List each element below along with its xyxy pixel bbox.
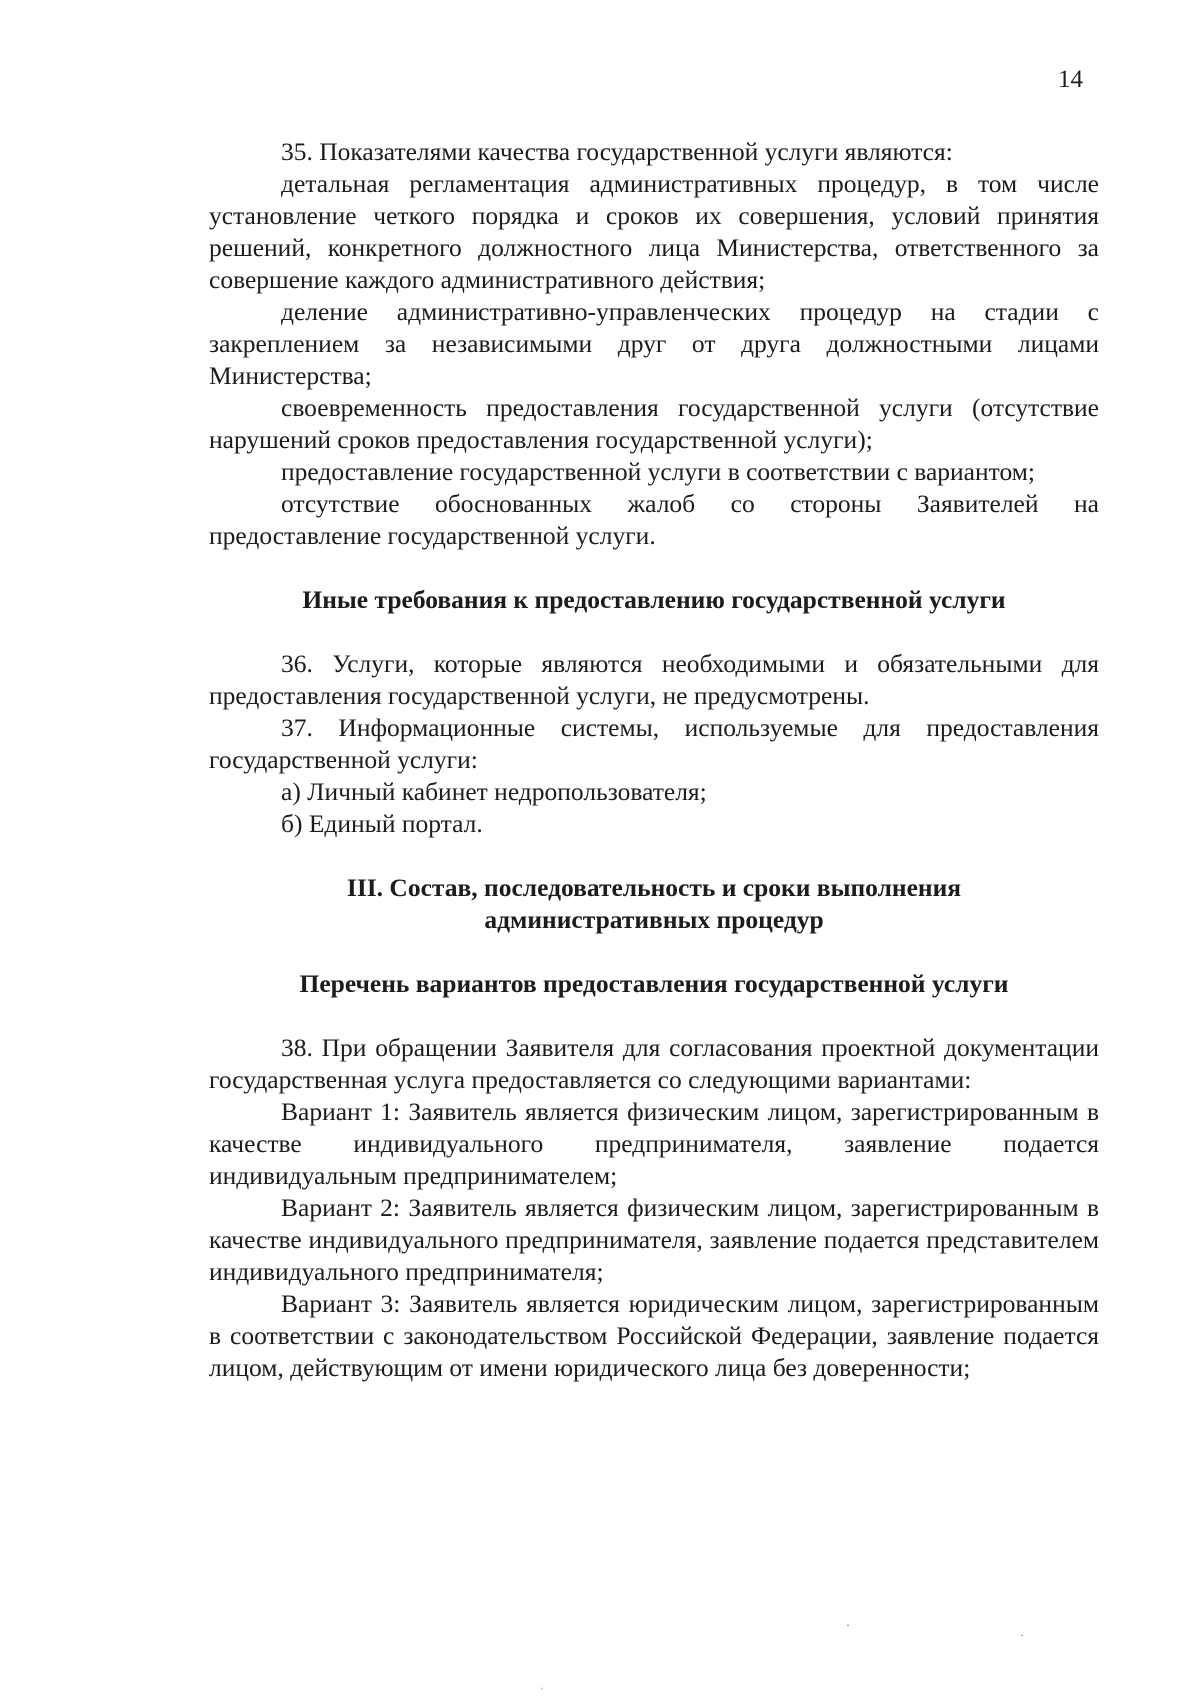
paragraph-35-division: деление административно-управленческих процедур на стадии с закреплением за независимыми друг от друга должностными лицами Министерства; <box>209 297 1099 390</box>
paragraph-35-complaints: отсутствие обоснованных жалоб со стороны Заявителей на предоставление государственной услуги. <box>209 489 1099 550</box>
scan-speck: ˌ <box>540 1676 544 1690</box>
heading-part-3-line-1: III. Состав, последовательность и сроки выполнения <box>346 873 962 902</box>
paragraph-37-intro: 37. Информационные системы, используемые для предоставления государственной услуги: <box>209 713 1099 774</box>
scan-speck: · <box>1020 1628 1024 1642</box>
paragraph-38-variant-3: Вариант 3: Заявитель является юридическим лицом, зарегистрированным в соответствии с законодательством Российской Федерации, заявление подается лицом, действующим от имени юридического лица без доверенности; <box>209 1289 1099 1382</box>
paragraph-38-intro: 38. При обращении Заявителя для согласования проектной документации государственная услуга предоставляется со следующими вариантами: <box>209 1033 1099 1094</box>
paragraph-37-item-a: а) Личный кабинет недропользователя; <box>281 777 707 806</box>
paragraph-35-timeliness: своевременность предоставления государственной услуги (отсутствие нарушений сроков предоставления государственной услуги); <box>209 393 1099 454</box>
paragraph-38-variant-2: Вариант 2: Заявитель является физическим лицом, зарегистрированным в качестве индивидуального предпринимателя, заявление подается представителем индивидуального предпринимателя; <box>209 1193 1099 1286</box>
paragraph-36: 36. Услуги, которые являются необходимыми и обязательными для предоставления государственной услуги, не предусмотрены. <box>209 649 1099 710</box>
heading-variants-list: Перечень вариантов предоставления государственной услуги <box>299 969 1009 998</box>
paragraph-35-variant: предоставление государственной услуги в соответствии с вариантом; <box>281 457 1035 486</box>
paragraph-38-variant-1: Вариант 1: Заявитель является физическим лицом, зарегистрированным в качестве индивидуального предпринимателя, заявление подается индивидуальным предпринимателем; <box>209 1097 1099 1190</box>
paragraph-35-intro: 35. Показателями качества государственной услуги являются: <box>281 137 953 166</box>
page-number: 14 <box>1058 66 1083 93</box>
paragraph-35-regulation: детальная регламентация административных процедур, в том числе установление четкого порядка и сроков их совершения, условий принятия решений, конкретного должностного лица Министерства, ответственного за совершение каждого административного действия; <box>209 169 1099 294</box>
document-body <box>209 136 1099 1384</box>
heading-part-3-line-2: административных процедур <box>484 905 824 934</box>
heading-other-requirements: Иные требования к предоставлению государственной услуги <box>302 585 1006 614</box>
scan-speck: · <box>846 1618 850 1632</box>
paragraph-37-item-b: б) Единый портал. <box>281 809 483 838</box>
